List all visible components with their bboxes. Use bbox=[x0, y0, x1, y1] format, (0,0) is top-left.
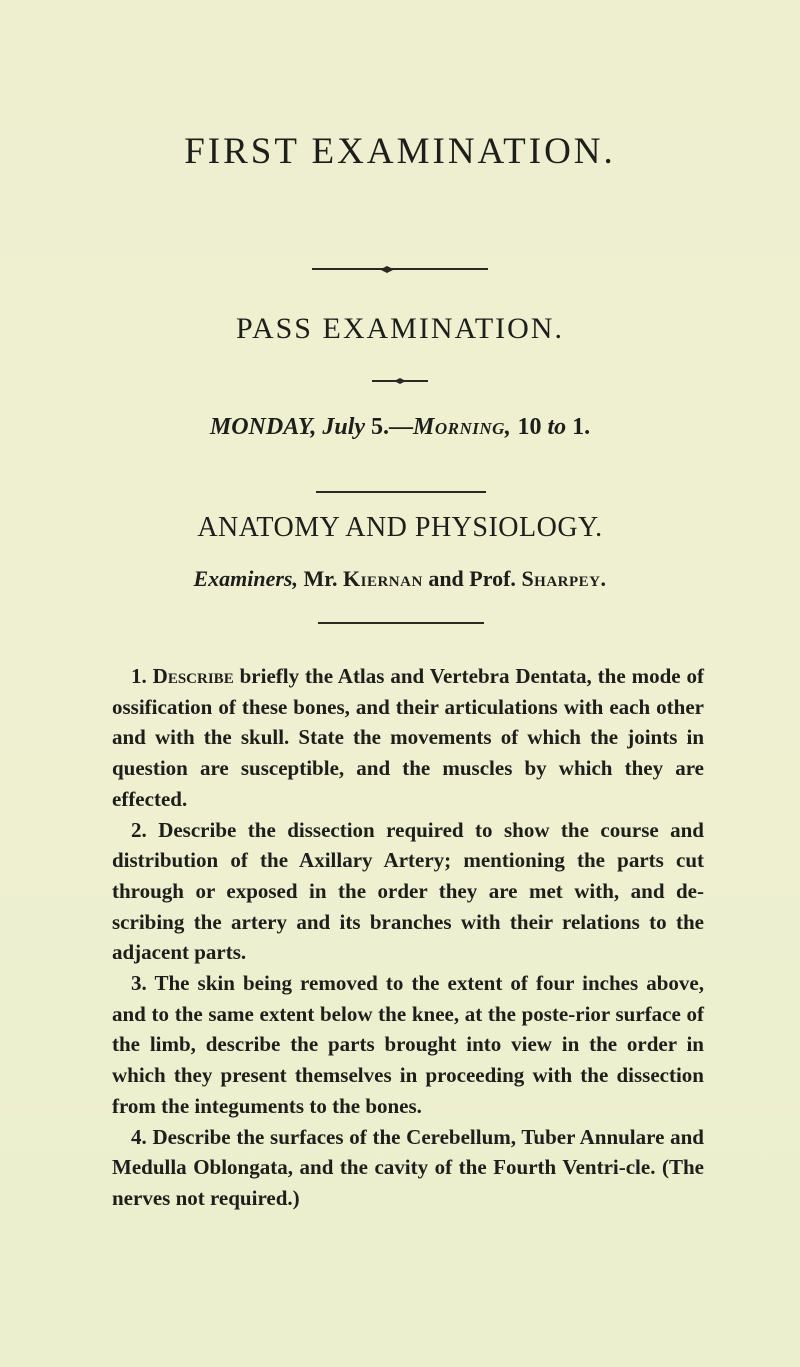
divider-ornament bbox=[394, 378, 406, 384]
question-lead: Describe bbox=[152, 664, 234, 688]
question-text: Describe the surfaces of the Cerebellum, Tuber Annulare and Medulla Oblongata, and the cavity of the Fourth Ventri-cle. (The nerves not required.) bbox=[112, 1124, 704, 1210]
question-number: 1. bbox=[131, 664, 147, 688]
page-title: FIRST EXAMINATION. bbox=[184, 131, 616, 172]
question-item bbox=[112, 1122, 704, 1214]
exam-date-line bbox=[0, 414, 800, 441]
date-month: July bbox=[322, 414, 366, 440]
question-item bbox=[112, 815, 704, 969]
time-to-word: to bbox=[547, 414, 567, 440]
divider-rule bbox=[318, 622, 484, 624]
question-item bbox=[112, 968, 704, 1122]
date-session: Morning, bbox=[413, 414, 512, 440]
examiner-1-title: Mr. bbox=[303, 566, 338, 591]
date-rest: 5.— bbox=[371, 414, 414, 440]
examiner-1-name: Kiernan bbox=[343, 566, 423, 591]
time-to: 1. bbox=[572, 414, 591, 440]
question-list bbox=[112, 661, 704, 1214]
question-number: 2. bbox=[131, 817, 147, 842]
examiner-2-name: Sharpey. bbox=[521, 566, 607, 591]
question-item bbox=[112, 661, 704, 815]
subject-heading: ANATOMY AND PHYSIOLOGY. bbox=[197, 512, 603, 543]
question-number: 3. bbox=[131, 971, 147, 996]
question-text: briefly the Atlas and Vertebra Dentata, the mode of ossification of these bones, and their articulations with each other and with the skull. State the movements of which the joints in question are susceptible, and the muscles by which they are effected. bbox=[112, 664, 704, 811]
question-text: Describe the dissection required to show the course and distribution of the Axillary Artery; mentioning the parts cut through or exposed in the order they are met with, and de-scribing the artery and its branches with their relations to the adjacent parts. bbox=[112, 817, 704, 965]
question-text: The skin being removed to the extent of four inches above, and to the same extent below the knee, at the poste-rior surface of the limb, describe the parts brought into view in the order in which they present themselves in proceeding with the dissection from the integuments to the bones. bbox=[112, 971, 704, 1118]
and-word: and bbox=[428, 566, 464, 591]
divider-rule bbox=[316, 491, 486, 493]
examiners-line bbox=[0, 566, 800, 592]
examiners-label: Examiners, bbox=[193, 566, 298, 591]
examiner-2-title: Prof. bbox=[469, 566, 516, 591]
section-title: PASS EXAMINATION. bbox=[236, 312, 564, 345]
time-from: 10 bbox=[517, 414, 542, 440]
date-day: MONDAY, bbox=[209, 414, 317, 440]
divider-rule bbox=[312, 268, 488, 270]
question-number: 4. bbox=[131, 1124, 147, 1149]
